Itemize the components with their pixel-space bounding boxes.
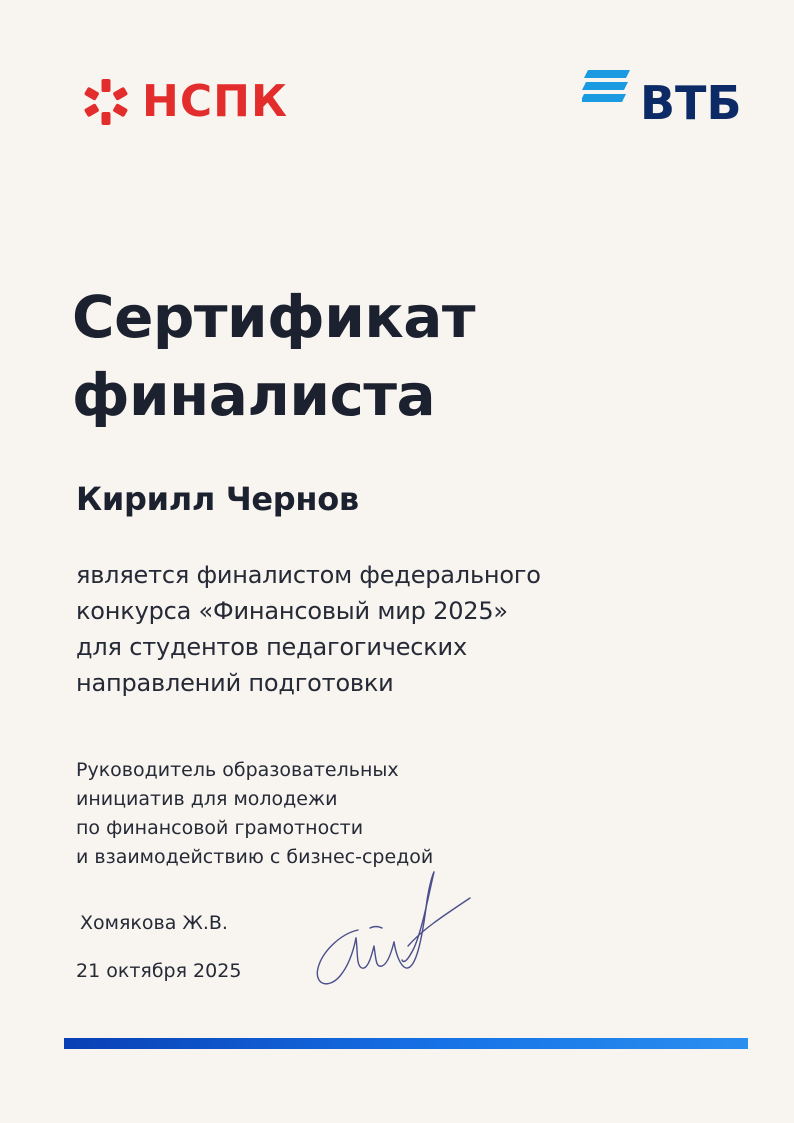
nspk-logo-text: НСПК (142, 76, 288, 127)
certificate-title (72, 278, 672, 434)
description-line: конкурса «Финансовый мир 2025» (76, 597, 508, 625)
accent-bottom-line (64, 1038, 748, 1049)
recipient-name: Кирилл Чернов (76, 480, 359, 518)
position-line: и взаимодействию с бизнес-средой (76, 846, 434, 868)
description-line: направлений подготовки (76, 669, 394, 697)
certificate-date: 21 октября 2025 (76, 960, 242, 982)
certificate-description (76, 557, 676, 701)
handwritten-signature (310, 868, 480, 993)
certificate-title-line: Сертификат (72, 283, 475, 351)
description-line: является финалистом федерального (76, 561, 541, 589)
position-line: Руководитель образовательных (76, 759, 399, 781)
nspk-logo (80, 76, 288, 128)
signatory-name: Хомякова Ж.В. (80, 912, 228, 934)
certificate-title-line: финалиста (72, 361, 436, 429)
position-line: инициатив для молодежи (76, 788, 338, 810)
position-line: по финансовой грамотности (76, 817, 364, 839)
signatory-position (76, 756, 536, 872)
vtb-logo-text: ВТБ (640, 76, 742, 130)
description-line: для студентов педагогических (76, 633, 467, 661)
vtb-logo (582, 70, 742, 130)
vtb-stripes-icon (582, 70, 630, 104)
nspk-star-icon (80, 76, 132, 128)
